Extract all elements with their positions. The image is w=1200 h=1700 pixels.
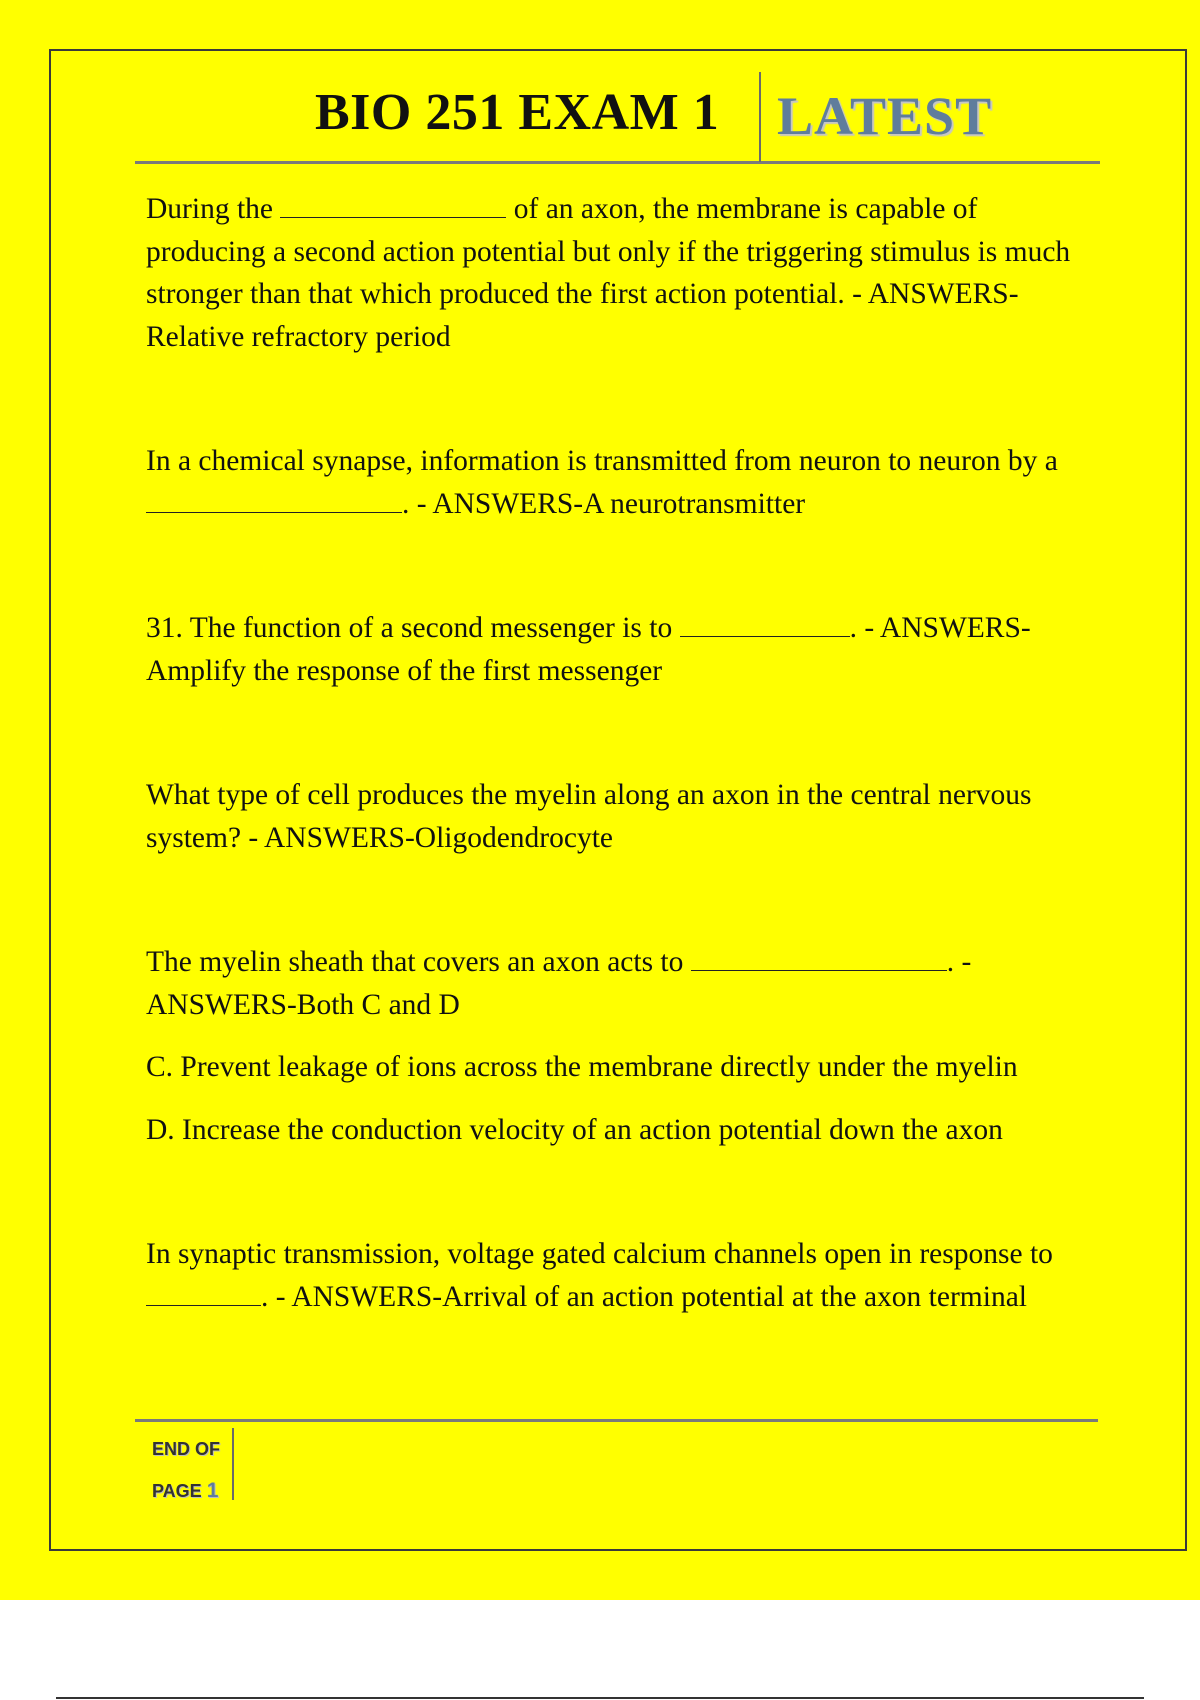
title-divider (759, 72, 761, 162)
question-text: of an axon, the membrane is capable of producing a second action potential but only if the triggering stimulus is much stronger than that which produced the first action potential. - ANSWERS-Relative refractory period (146, 193, 1071, 353)
bottom-divider (56, 1697, 1144, 1699)
question-text: . - ANSWERS-Arrival of an action potential at the axon terminal (261, 1280, 1027, 1313)
question-4: What type of cell produces the myelin along an axon in the central nervous system? - ANSWERS-Oligodendrocyte (146, 779, 1032, 854)
title-accent: LATEST (777, 86, 993, 146)
question-text: . - ANSWERS-Amplify the response of the first messenger (146, 612, 1031, 687)
footer-rule (135, 1419, 1098, 1422)
page-number: 1 (206, 1479, 219, 1502)
footer-page-label: PAGE (152, 1481, 202, 1501)
option-c: C. Prevent leakage of ions across the membrane directly under the myelin (146, 1051, 1018, 1083)
question-2 (146, 440, 1096, 525)
question-5 (146, 941, 1096, 1026)
answer-blank (280, 190, 506, 218)
title-row (135, 68, 1100, 164)
answer-blank (146, 1278, 261, 1306)
answer-blank (680, 609, 850, 637)
question-text: 31. The function of a second messenger is to (146, 612, 673, 644)
question-1 (146, 188, 1096, 358)
question-3 (146, 607, 1096, 692)
question-text: In synaptic transmission, voltage gated calcium channels open in response to (146, 1238, 1053, 1270)
page-footer (152, 1428, 234, 1500)
answer-blank (691, 943, 947, 971)
answer-blank (146, 485, 402, 513)
footer-page (152, 1470, 232, 1512)
question-text: The myelin sheath that covers an axon acts to (146, 946, 684, 978)
question-list (146, 188, 1096, 1318)
footer-label: END OF (152, 1439, 221, 1459)
question-6 (146, 1233, 1096, 1318)
question-text: In a chemical synapse, information is transmitted from neuron to neuron by a (146, 445, 1058, 477)
question-text: . - ANSWERS-Both C and D (146, 946, 972, 1021)
option-d: D. Increase the conduction velocity of an action potential down the axon (146, 1113, 1003, 1146)
question-text: During the (146, 193, 273, 225)
page-title: BIO 251 EXAM 1 (315, 84, 720, 141)
question-text: . - ANSWERS-A neurotransmitter (402, 487, 806, 520)
